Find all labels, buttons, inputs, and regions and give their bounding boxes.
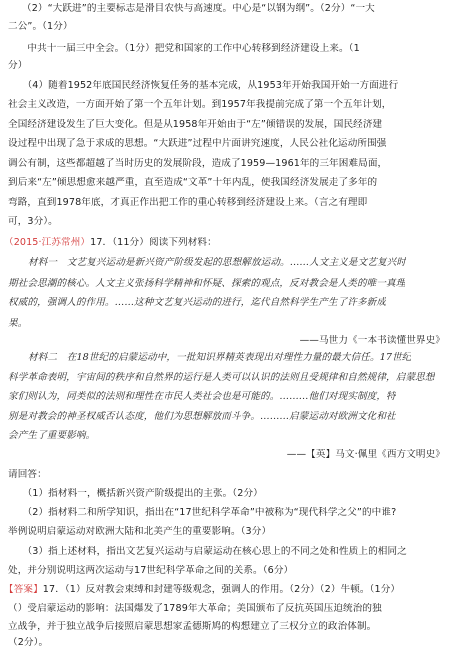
answer-line: （2分）。 <box>8 637 49 648</box>
paragraph-line: 到后来“左”倾思想愈来越严重，直至造成“文革”十年内乱，使我国经济发展走了多年的 <box>8 177 378 188</box>
answer-line: 立战争，并于独立战争后接照启蒙思想家孟德斯鸠的构想建立了三权分立的政治体制。 <box>8 621 377 632</box>
material-source: ——【英】马文·佩里《西方文明史》 <box>286 449 445 460</box>
material-line: 期社会思潮的核心。人文主义张扬科学精神和怀疑、探索的观点，反对教会是人类的唯一真理 <box>8 278 406 289</box>
paragraph-line: （4）随着1952年底国民经济恢复任务的基本完成，从1953年开始我国开始一方面进行 <box>8 80 399 91</box>
sub-question-line: 举例说明启蒙运动对欧洲大陆和北美产生的重要影响。（3分） <box>8 526 272 537</box>
sub-question-line: （2）指材料二和所学知识，指出在“17世纪科学革命”中被称为“现代科学之父”的中谁? <box>8 507 397 518</box>
material-line: 权威的，强调人的作用。……这种文艺复兴运动的进行，迄代自然科学生产生了许多新成 <box>8 297 387 308</box>
answer-line: （）受启蒙运动的影响：法国爆发了1789年大革命；美国颁布了反抗英国压迫统治的独 <box>8 603 382 614</box>
answer-tag: 【答案】 <box>4 584 43 595</box>
paragraph-line: 设过程中出现了急于求成的思想。“大跃进”过程中片面讲究速度，人民公社化运动所围强 <box>8 138 387 149</box>
paragraph-line: 全国经济建设发生了巨大变化。但是从1958年开始由于“左”倾错误的发展，国民经济建 <box>8 119 383 130</box>
question-intro: （11分）阅读下列材料： <box>112 237 217 248</box>
material-line: 会产生了重要影响。 <box>8 430 96 441</box>
material-line: 材料二 在18世纪的启蒙运动中，一批知识界精英表现出对理性力量的最大信任。17世纪 <box>28 352 412 363</box>
paragraph-line: 二公”。（1分） <box>8 21 73 32</box>
material-line: 科学革命表明，宇宙间的秩序和自然界的运行是人类可以认识的法则且受规律和自然规律，启蒙思想 <box>8 372 435 383</box>
paragraph-line: 弯路，直到1978年底，才真正作出把工作的重心转移到经济建设上来。（言之有理即 <box>8 197 368 208</box>
ask-label: 请回答： <box>8 469 47 480</box>
material-line: 别是对教会的神圣权威否认态度，他们为思想解放而斗争。………启蒙运动对欧洲文化和社 <box>8 411 396 422</box>
material-source: ——马世力《一本书读懂世界史》 <box>299 335 445 346</box>
question-header <box>4 237 217 249</box>
material-line: 家们则认为，同类似的法则和理性在市民人类社会也是可能的。………他们对现实制度，特 <box>8 391 396 402</box>
question-number: 17． <box>90 237 113 248</box>
sub-question-line: （1）指材料一，概括新兴资产阶级提出的主张。（2分） <box>8 488 263 499</box>
sub-question-line: （3）指上述材料，指出文艺复兴运动与启蒙运动在核心思上的不同之处和性质上的相同之 <box>8 546 407 557</box>
source-tag: （2015·江苏常州） <box>4 237 91 248</box>
paragraph-line: 可，3分）。 <box>8 216 58 227</box>
answer-text: 17．（1）反对教会束缚和封建等级观念，强调人的作用。（2分）（2）牛顿。（1分） <box>42 584 401 595</box>
paragraph-line: 调公有制，这些都超越了当时历史的发展阶段，造成了1959—1961年的三年困难局面， <box>8 158 388 169</box>
paragraph-line: （2）“大跃进”的主要标志是滑目农快与高速度。中心是“以钢为纲”。（2分）“一大 <box>22 3 375 14</box>
paragraph-line: 社会主义改造，一方面开始了第一个五年计划。到1957年我提前完成了第一个五年计划， <box>8 99 392 110</box>
material-line: 材料一 文艺复兴运动是新兴资产阶级发起的思想解放运动。……人文主义是文艺复兴时 <box>28 257 407 268</box>
material-line: 果。 <box>8 318 28 329</box>
paragraph-line: 分） <box>8 60 28 71</box>
answer-line <box>4 584 400 596</box>
paragraph-line: 中共十一届三中全会。（1分）把党和国家的工作中心转移到经济建设上来。（1 <box>8 43 360 54</box>
sub-question-line: 处，并分别说明这两次运动与17世纪科学革命之间的关系。（6分） <box>8 565 294 576</box>
